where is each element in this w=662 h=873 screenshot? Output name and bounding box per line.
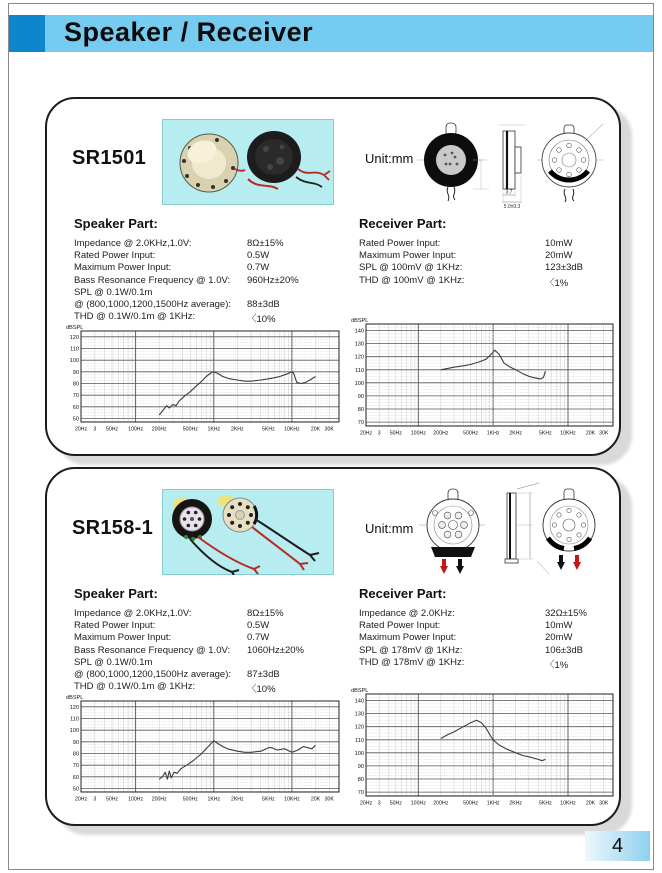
svg-text:20Hz: 20Hz bbox=[359, 430, 373, 437]
spec-label: Impedance @ 2.0KHz: bbox=[359, 608, 455, 619]
product-photo-image bbox=[162, 119, 334, 205]
svg-text:200Hz: 200Hz bbox=[151, 426, 167, 433]
technical-drawing-image bbox=[417, 481, 613, 579]
spec-value: 〈10% bbox=[247, 314, 276, 326]
svg-text:50Hz: 50Hz bbox=[389, 430, 402, 437]
svg-text:120: 120 bbox=[69, 334, 79, 341]
spec-row bbox=[74, 645, 349, 657]
svg-text:80: 80 bbox=[357, 407, 364, 413]
spec-value: 1060Hz±20% bbox=[247, 644, 304, 656]
speaker-frequency-response-chart bbox=[65, 693, 342, 803]
svg-text:60: 60 bbox=[72, 774, 79, 781]
svg-text:5KHz: 5KHz bbox=[539, 430, 552, 437]
svg-text:60: 60 bbox=[72, 404, 79, 411]
page-number: 4 bbox=[585, 831, 650, 861]
svg-text:500Hz: 500Hz bbox=[182, 426, 198, 433]
svg-text:120: 120 bbox=[69, 704, 79, 711]
product-model: SR1501 bbox=[72, 147, 147, 169]
technical-drawing bbox=[417, 111, 613, 209]
svg-text:70: 70 bbox=[72, 393, 79, 400]
back-view bbox=[537, 489, 595, 574]
speaker-part-specs bbox=[74, 608, 349, 696]
side-view bbox=[499, 125, 525, 209]
spec-value: 8Ω±15% bbox=[247, 608, 284, 619]
svg-text:10KHz: 10KHz bbox=[560, 800, 576, 807]
spec-label: Impedance @ 2.0KHz,1.0V: bbox=[74, 608, 192, 619]
spec-row bbox=[359, 645, 609, 657]
svg-text:130: 130 bbox=[354, 711, 364, 718]
spec-value: 87±3dB bbox=[247, 668, 280, 680]
speaker-back-photo bbox=[247, 131, 301, 183]
front-view bbox=[419, 489, 485, 574]
svg-text:1KHz: 1KHz bbox=[486, 430, 500, 437]
product-card-sr1501 bbox=[45, 97, 621, 456]
spec-label: Rated Power Input: bbox=[359, 238, 441, 249]
svg-text:10KHz: 10KHz bbox=[284, 796, 300, 803]
spec-row bbox=[74, 275, 349, 287]
unit-label: Unit:mm bbox=[365, 521, 414, 536]
svg-text:2KHz: 2KHz bbox=[230, 796, 244, 803]
svg-text:200Hz: 200Hz bbox=[151, 796, 167, 803]
back-view bbox=[537, 124, 603, 202]
svg-text:140: 140 bbox=[354, 328, 364, 335]
svg-text:3: 3 bbox=[93, 426, 97, 433]
svg-text:5KHz: 5KHz bbox=[262, 796, 275, 803]
spec-value: 〈1% bbox=[545, 659, 569, 671]
spec-value: 32Ω±15% bbox=[545, 608, 587, 619]
spec-row bbox=[74, 238, 349, 250]
side-view bbox=[505, 483, 539, 563]
svg-text:dBSPL: dBSPL bbox=[66, 695, 84, 701]
receiver-part-heading: Receiver Part: bbox=[359, 216, 447, 231]
spec-row bbox=[74, 657, 349, 669]
spec-row bbox=[74, 669, 349, 681]
technical-drawing-image bbox=[417, 111, 613, 209]
svg-text:100: 100 bbox=[69, 358, 79, 365]
spec-value: 〈10% bbox=[247, 684, 276, 696]
spec-value: 960Hz±20% bbox=[247, 274, 299, 286]
svg-text:500Hz: 500Hz bbox=[463, 800, 479, 807]
spec-label: THD @ 100mV @ 1KHz: bbox=[359, 274, 465, 286]
svg-text:3: 3 bbox=[377, 430, 381, 437]
svg-text:50Hz: 50Hz bbox=[389, 800, 402, 807]
speaker-part-heading: Speaker Part: bbox=[74, 216, 158, 231]
spec-row bbox=[359, 657, 609, 669]
product-model: SR158-1 bbox=[72, 517, 154, 539]
spec-label: THD @ 178mV @ 1KHz: bbox=[359, 656, 465, 668]
svg-text:70: 70 bbox=[357, 790, 364, 797]
svg-text:110: 110 bbox=[355, 367, 364, 374]
svg-text:200Hz: 200Hz bbox=[433, 800, 449, 807]
spec-label: Rated Power Input: bbox=[74, 250, 156, 262]
svg-text:500Hz: 500Hz bbox=[463, 430, 479, 437]
spec-label: @ (800,1000,1200,1500Hz average): bbox=[74, 668, 232, 680]
spec-row bbox=[74, 287, 349, 299]
spec-value: 〈1% bbox=[545, 277, 569, 289]
svg-text:100: 100 bbox=[69, 728, 79, 735]
svg-text:3: 3 bbox=[93, 796, 97, 803]
svg-text:10KHz: 10KHz bbox=[560, 430, 576, 437]
spec-label: Rated Power Input: bbox=[359, 620, 441, 632]
spec-label: Rated Power Input: bbox=[74, 620, 156, 632]
spec-value: 123±3dB bbox=[545, 262, 583, 274]
svg-text:2KHz: 2KHz bbox=[230, 426, 244, 433]
spec-label: THD @ 0.1W/0.1m @ 1KHz: bbox=[74, 311, 196, 323]
spec-label: SPL @ 100mV @ 1KHz: bbox=[359, 262, 463, 274]
svg-text:100Hz: 100Hz bbox=[410, 800, 426, 807]
spec-label: Impedance @ 2.0KHz,1.0V: bbox=[74, 238, 192, 249]
svg-text:30K: 30K bbox=[324, 796, 334, 803]
svg-text:50: 50 bbox=[72, 416, 79, 423]
spec-value: 88±3dB bbox=[247, 298, 280, 310]
spec-row bbox=[359, 238, 609, 250]
svg-text:70: 70 bbox=[357, 420, 364, 427]
spec-label: SPL @ 0.1W/0.1m bbox=[74, 656, 153, 668]
svg-text:90: 90 bbox=[357, 763, 364, 770]
speaker-back-photo bbox=[223, 498, 257, 532]
page-title: Speaker / Receiver bbox=[64, 17, 314, 47]
spec-row bbox=[74, 299, 349, 311]
spec-row bbox=[359, 262, 609, 274]
spec-label: Maximum Power Input: bbox=[359, 250, 457, 262]
svg-text:50Hz: 50Hz bbox=[106, 426, 119, 433]
svg-text:80: 80 bbox=[72, 381, 79, 388]
svg-text:20K: 20K bbox=[310, 426, 321, 433]
spec-row bbox=[359, 275, 609, 287]
spec-value: 0.7W bbox=[247, 262, 270, 274]
svg-text:1KHz: 1KHz bbox=[486, 800, 500, 807]
svg-text:30K: 30K bbox=[599, 430, 609, 437]
svg-text:100Hz: 100Hz bbox=[128, 426, 144, 433]
spec-label: Maximum Power Input: bbox=[359, 632, 457, 644]
svg-text:1KHz: 1KHz bbox=[207, 426, 221, 433]
speaker-frequency-response-chart bbox=[65, 323, 342, 433]
svg-text:70: 70 bbox=[72, 763, 79, 770]
spec-label: SPL @ 0.1W/0.1m bbox=[74, 286, 153, 298]
header-accent-square bbox=[9, 15, 45, 52]
spec-row bbox=[74, 311, 349, 326]
spec-value: 10mW bbox=[545, 238, 573, 249]
spec-row bbox=[74, 632, 349, 644]
dimension-label: 5.0±0.3 bbox=[503, 204, 521, 209]
svg-text:120: 120 bbox=[354, 724, 364, 731]
svg-text:500Hz: 500Hz bbox=[182, 796, 198, 803]
spec-value: 8Ω±15% bbox=[247, 238, 284, 249]
spec-label: Bass Resonance Frequency @ 1.0V: bbox=[74, 644, 231, 656]
receiver-part-heading: Receiver Part: bbox=[359, 586, 447, 601]
spec-value: 0.7W bbox=[247, 632, 270, 644]
spec-value: 106±3dB bbox=[545, 644, 583, 656]
svg-text:140: 140 bbox=[354, 698, 364, 705]
spec-row bbox=[359, 620, 609, 632]
product-photo-image bbox=[162, 489, 334, 575]
svg-text:dBSPL: dBSPL bbox=[351, 318, 369, 324]
svg-text:90: 90 bbox=[72, 369, 79, 376]
spec-row bbox=[74, 250, 349, 262]
svg-text:80: 80 bbox=[357, 777, 364, 783]
svg-text:3: 3 bbox=[377, 800, 381, 807]
header-bar bbox=[9, 15, 653, 52]
svg-text:20Hz: 20Hz bbox=[74, 426, 88, 433]
front-view bbox=[424, 123, 489, 201]
svg-text:130: 130 bbox=[354, 341, 364, 348]
spec-value: 0.5W bbox=[247, 620, 270, 632]
svg-text:1KHz: 1KHz bbox=[207, 796, 221, 803]
spec-label: @ (800,1000,1200,1500Hz average): bbox=[74, 298, 232, 310]
svg-text:100: 100 bbox=[354, 750, 364, 757]
svg-text:200Hz: 200Hz bbox=[433, 430, 449, 437]
svg-text:5KHz: 5KHz bbox=[262, 426, 275, 433]
svg-text:2KHz: 2KHz bbox=[509, 430, 523, 437]
svg-text:100Hz: 100Hz bbox=[128, 796, 144, 803]
receiver-frequency-response-chart bbox=[350, 686, 616, 807]
spec-label: Bass Resonance Frequency @ 1.0V: bbox=[74, 274, 231, 286]
product-photo bbox=[162, 489, 334, 575]
svg-text:90: 90 bbox=[357, 393, 364, 400]
spec-row bbox=[74, 262, 349, 274]
svg-text:100: 100 bbox=[354, 380, 364, 387]
spec-row bbox=[74, 681, 349, 696]
svg-text:20Hz: 20Hz bbox=[74, 796, 88, 803]
svg-text:20K: 20K bbox=[310, 796, 321, 803]
svg-text:110: 110 bbox=[355, 737, 364, 744]
spec-label: SPL @ 178mV @ 1KHz: bbox=[359, 644, 463, 656]
spec-row bbox=[74, 608, 349, 620]
spec-row bbox=[359, 632, 609, 644]
spec-value: 10mW bbox=[545, 620, 573, 632]
svg-text:dBSPL: dBSPL bbox=[351, 688, 369, 694]
receiver-part-specs bbox=[359, 608, 609, 669]
unit-label: Unit:mm bbox=[365, 151, 414, 166]
svg-text:110: 110 bbox=[70, 716, 79, 723]
svg-text:90: 90 bbox=[72, 739, 79, 746]
speaker-part-heading: Speaker Part: bbox=[74, 586, 158, 601]
svg-text:80: 80 bbox=[72, 751, 79, 758]
svg-text:120: 120 bbox=[354, 354, 364, 361]
receiver-frequency-response-chart bbox=[350, 316, 616, 437]
svg-text:50Hz: 50Hz bbox=[106, 796, 119, 803]
spec-label: THD @ 0.1W/0.1m @ 1KHz: bbox=[74, 681, 196, 693]
spec-row bbox=[74, 620, 349, 632]
spec-value: 0.5W bbox=[247, 250, 270, 262]
dimension-label: 3.7 bbox=[505, 189, 513, 196]
technical-drawing bbox=[417, 481, 613, 579]
spec-value: 20mW bbox=[545, 632, 573, 644]
spec-label: Maximum Power Input: bbox=[74, 262, 172, 274]
svg-text:110: 110 bbox=[70, 346, 79, 353]
svg-text:dBSPL: dBSPL bbox=[66, 325, 84, 331]
svg-text:30K: 30K bbox=[324, 426, 334, 433]
spec-row bbox=[359, 608, 609, 620]
svg-text:20K: 20K bbox=[585, 430, 596, 437]
svg-text:5KHz: 5KHz bbox=[539, 800, 552, 807]
svg-text:20Hz: 20Hz bbox=[359, 800, 373, 807]
product-card-sr158-1 bbox=[45, 467, 621, 826]
spec-label: Maximum Power Input: bbox=[74, 632, 172, 644]
svg-text:10KHz: 10KHz bbox=[284, 426, 300, 433]
spec-value: 20mW bbox=[545, 250, 573, 262]
speaker-part-specs bbox=[74, 238, 349, 326]
spec-row bbox=[359, 250, 609, 262]
svg-text:20K: 20K bbox=[585, 800, 596, 807]
svg-text:2KHz: 2KHz bbox=[509, 800, 523, 807]
receiver-part-specs bbox=[359, 238, 609, 287]
svg-text:50: 50 bbox=[72, 786, 79, 793]
product-photo bbox=[162, 119, 334, 205]
svg-text:100Hz: 100Hz bbox=[410, 430, 426, 437]
svg-text:30K: 30K bbox=[599, 800, 609, 807]
